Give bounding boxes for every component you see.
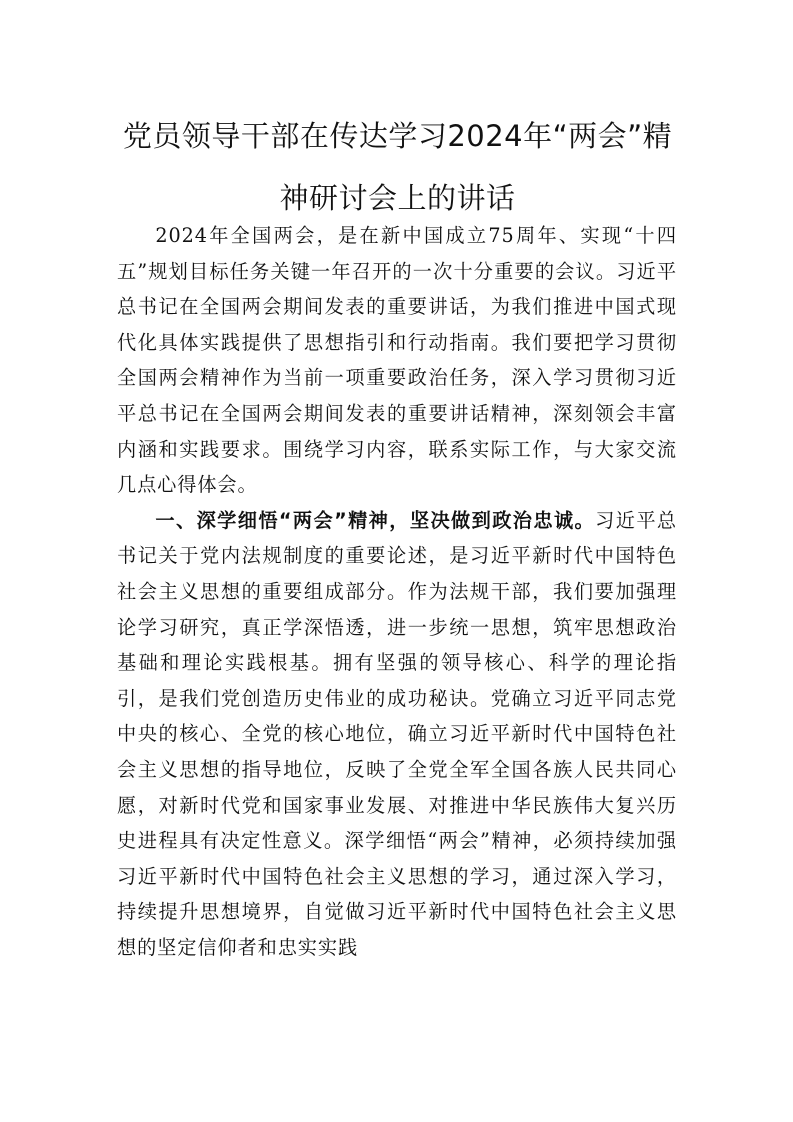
document-body: [117, 218, 677, 965]
document-title: [110, 105, 685, 229]
title-line-2: 神研讨会上的讲话: [279, 181, 516, 215]
section-1-heading: 一、深学细悟“两会”精神，坚决做到政治忠诚。: [155, 508, 596, 532]
title-line-1: 党员领导干部在传达学习2024年“两会”精: [122, 119, 673, 153]
section-1-text: 习近平总书记关于党内法规制度的重要论述，是习近平新时代中国特色社会主义思想的重要组成部分。作为法规干部，我们要加强理论学习研究，真正学深悟透，进一步统一思想，筑牢思想政治基础和理论实践根基。拥有坚强的领导核心、科学的理论指引，是我们党创造历史伟业的成功秘诀。党确立习近平同志党中央的核心、全党的核心地位，确立习近平新时代中国特色社会主义思想的指导地位，反映了全党全军全国各族人民共同心愿，对新时代党和国家事业发展、对推进中华民族伟大复兴历史进程具有决定性意义。深学细悟“两会”精神，必须持续加强习近平新时代中国特色社会主义思想的学习，通过深入学习，持续提升思想境界，自觉做习近平新时代中国特色社会主义思想的坚定信仰者和忠实实践: [117, 508, 677, 959]
intro-paragraph: 2024年全国两会，是在新中国成立75周年、实现“十四五”规划目标任务关键一年召开的一次十分重要的会议。习近平总书记在全国两会期间发表的重要讲话，为我们推进中国式现代化具体实践提供了思想指引和行动指南。我们要把学习贯彻全国两会精神作为当前一项重要政治任务，深入学习贯彻习近平总书记在全国两会期间发表的重要讲话精神，深刻领会丰富内涵和实践要求。围绕学习内容，联系实际工作，与大家交流几点心得体会。: [117, 224, 677, 497]
section-1-paragraph: [117, 503, 677, 966]
